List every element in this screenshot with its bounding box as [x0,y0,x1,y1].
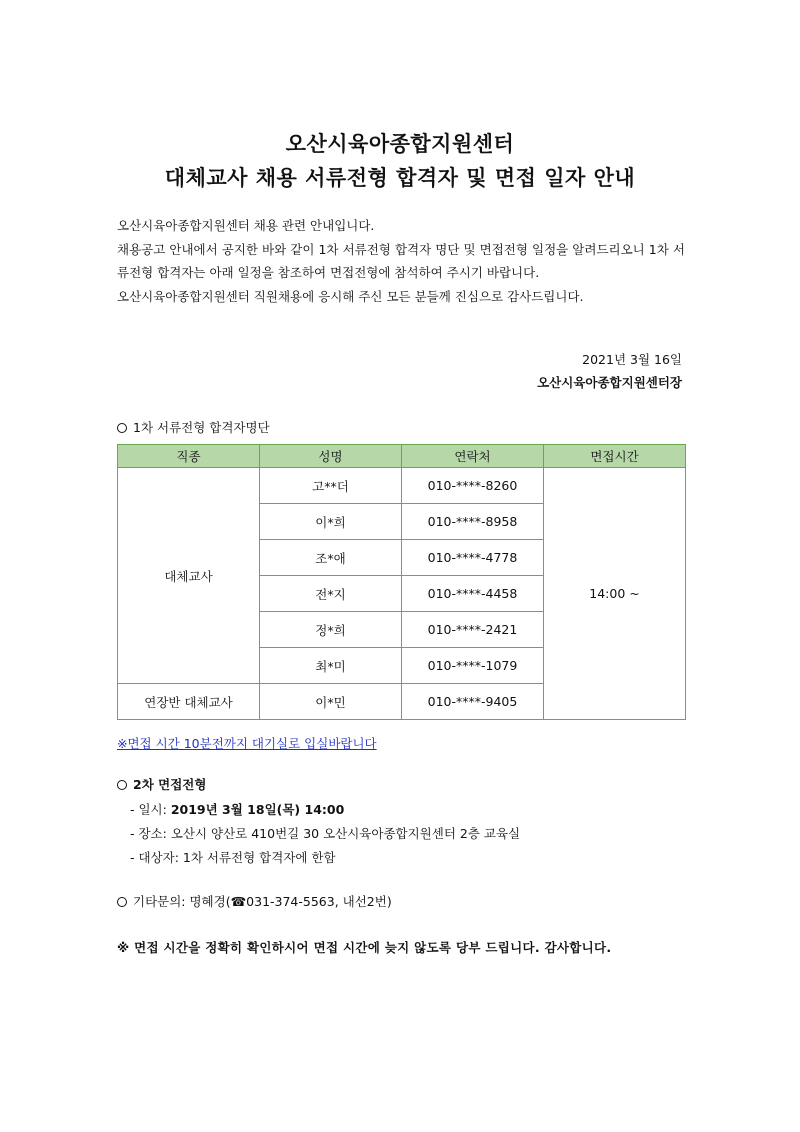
name-cell: 정*희 [260,612,402,648]
intro-text [117,214,685,308]
signature: 오산시육아종합지원센터장 [537,375,682,390]
page-subtitle: 대체교사 채용 서류전형 합격자 및 면접 일자 안내 [164,166,636,190]
name-cell: 조*애 [260,540,402,576]
section-interview-title: 2차 면접전형 [133,777,207,792]
table-row [118,468,686,504]
issue-date: 2021년 3월 16일 [582,352,682,367]
phone-cell: 010-****-8260 [402,468,544,504]
contact-text: 기타문의: 명혜경(☎031-374-5563, 내선2번) [133,894,392,909]
interview-details [130,798,520,870]
intro-paragraph-1: 오산시육아종합지원센터 채용 관련 안내입니다. [117,218,375,233]
phone-cell: 010-****-9405 [402,684,544,720]
section-roster-title: 1차 서류전형 합격자명단 [133,420,270,435]
intro-paragraph-2: 채용공고 안내에서 공지한 바와 같이 1차 서류전형 합격자 명단 및 면접전형 일정을 알려드리오니 1차 서류전형 합격자는 아래 일정을 참조하여 면접전형에 참석하여 주시기 바랍니다. [117,241,685,280]
phone-cell: 010-****-4778 [402,540,544,576]
closing-note: ※ 면접 시간을 정확히 확인하시어 면접 시간에 늦지 않도록 당부 드립니다. 감사합니다. [117,940,612,955]
interview-time-cell: 14:00 ~ [544,468,686,720]
intro-paragraph-3: 오산시육아종합지원센터 직원채용에 응시해 주신 모든 분들께 진심으로 감사드립니다. [117,288,584,304]
name-cell: 고**더 [260,468,402,504]
name-cell: 이*민 [260,684,402,720]
section-contact [117,892,392,910]
interview-date-line [130,798,520,822]
page-title: 오산시육아종합지원센터 [285,132,515,156]
waiting-room-note: ※면접 시간 10분전까지 대기실로 입실바랍니다 [117,736,377,751]
col-header-phone: 연락처 [402,445,544,468]
job-cell: 대체교사 [118,468,260,684]
col-header-job: 직종 [118,445,260,468]
circle-bullet-icon [117,780,127,790]
interview-date-label: - 일시: [130,802,171,817]
interview-target-line: - 대상자: 1차 서류전형 합격자에 한함 [130,850,336,865]
table-header-row [118,445,686,468]
roster-table [117,444,686,720]
col-header-interview-time: 면접시간 [544,445,686,468]
name-cell: 이*희 [260,504,402,540]
section-roster-heading [117,418,270,436]
col-header-name: 성명 [260,445,402,468]
circle-bullet-icon [117,897,127,907]
phone-cell: 010-****-1079 [402,648,544,684]
name-cell: 최*미 [260,648,402,684]
interview-date-value: 2019년 3월 18일(목) 14:00 [170,802,345,817]
name-cell: 전*지 [260,576,402,612]
phone-cell: 010-****-4458 [402,576,544,612]
interview-place-line: - 장소: 오산시 양산로 410번길 30 오산시육아종합지원센터 2층 교육실 [130,826,521,841]
phone-cell: 010-****-8958 [402,504,544,540]
section-interview-heading [117,775,206,793]
circle-bullet-icon [117,423,127,433]
phone-cell: 010-****-2421 [402,612,544,648]
job-cell: 연장반 대체교사 [118,684,260,720]
